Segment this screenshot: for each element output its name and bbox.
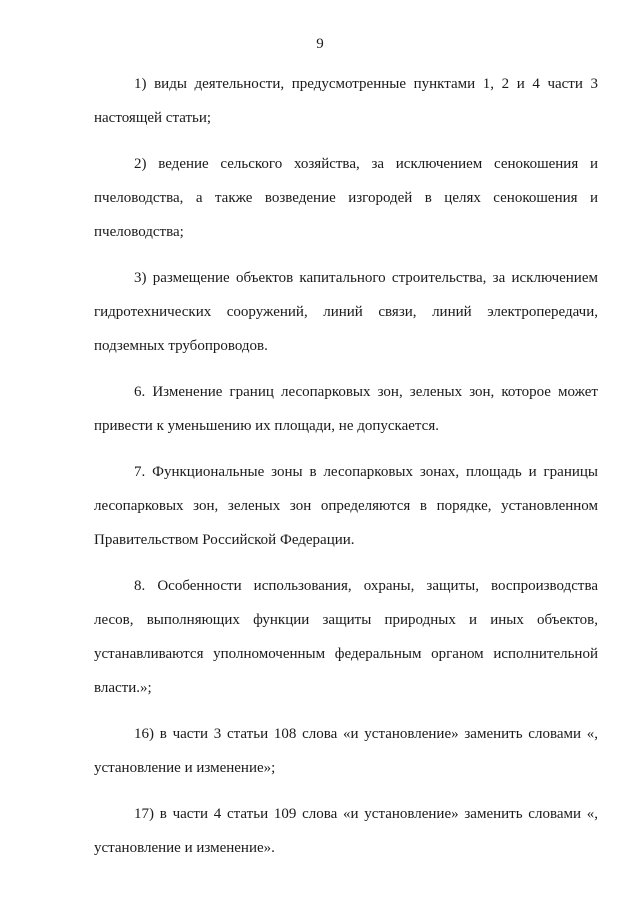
document-body bbox=[94, 67, 598, 877]
page-number: 9 bbox=[316, 36, 324, 52]
paragraph-part-6: 6. Изменение границ лесопарковых зон, зеленых зон, которое может привести к уменьшению их площади, не допускается. bbox=[94, 384, 598, 434]
paragraph-item-2: 2) ведение сельского хозяйства, за исключением сенокошения и пчеловодства, а также возведение изгородей в целях сенокошения и пчеловодства; bbox=[94, 156, 598, 240]
paragraph-item-17: 17) в части 4 статьи 109 слова «и установление» заменить словами «, установление и изменение». bbox=[94, 806, 598, 856]
paragraph-item-3: 3) размещение объектов капитального строительства, за исключением гидротехнических сооружений, линий связи, линий электропередачи, подземных трубопроводов. bbox=[94, 270, 598, 354]
paragraph-part-8: 8. Особенности использования, охраны, защиты, воспроизводства лесов, выполняющих функции защиты природных и иных объектов, устанавливаются уполномоченным федеральным органом исполнительной власти.»; bbox=[94, 578, 598, 696]
paragraph-item-1: 1) виды деятельности, предусмотренные пунктами 1, 2 и 4 части 3 настоящей статьи; bbox=[94, 76, 598, 126]
paragraph-item-16: 16) в части 3 статьи 108 слова «и установление» заменить словами «, установление и изменение»; bbox=[94, 726, 598, 776]
paragraph-part-7: 7. Функциональные зоны в лесопарковых зонах, площадь и границы лесопарковых зон, зеленых зон определяются в порядке, установленном Правительством Российской Федерации. bbox=[94, 464, 598, 548]
